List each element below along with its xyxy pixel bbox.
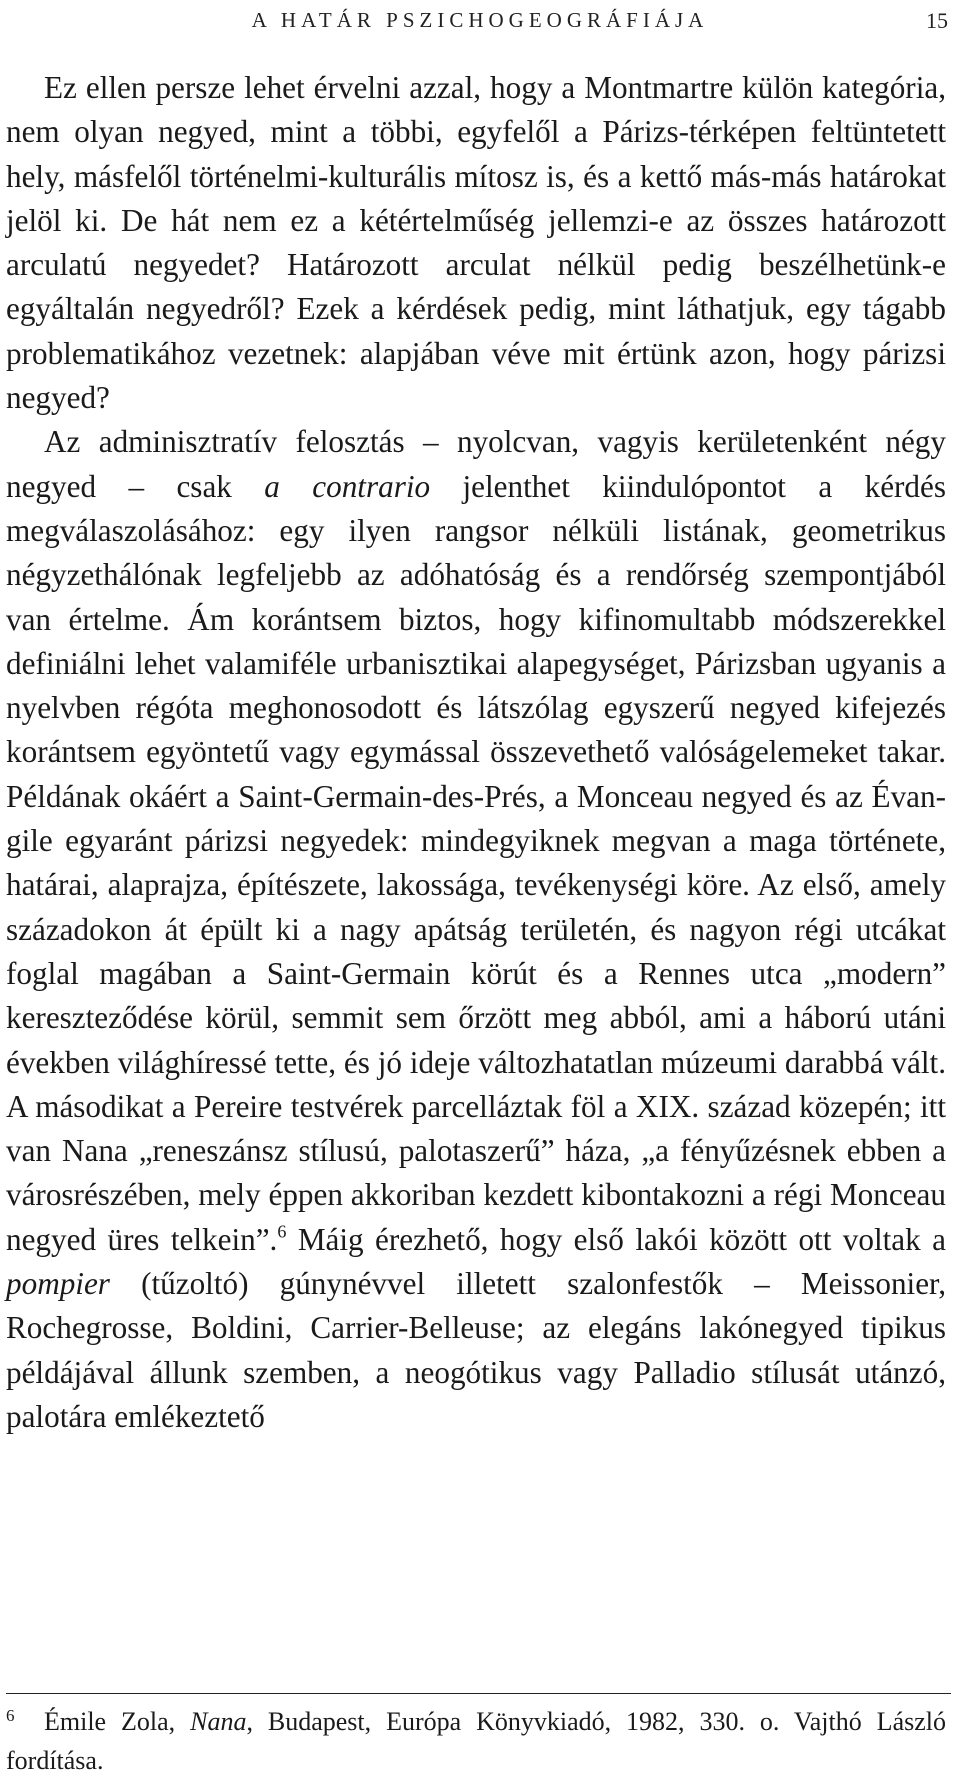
footnote-italic-title: Nana	[190, 1707, 247, 1736]
paragraph-2-part-b: jelenthet kiindulópontot a kérdés megválaszolásához: egy ilyen rangsor nélküli listának, geometrikus négyzethálónak legfeljebb az adóhatóság és a rendőrség szempontjából van értelme. Ám korántsem biztos, hogy kifinomultabb módszerekkel definiálni lehet valamiféle urbanisztikai alapegységet, Párizsban ugyanis a nyelvben régóta meghonosodott és látszólag egyszerű negyed kifejezés korántsem egyöntetű vagy egymással összevethető valóságelemeket takar. Példának okáért a Saint-Germain-des-Prés, a Monceau negyed és az Évangile egyaránt párizsi negyedek: mindegyiknek megvan a maga története, határai, alaprajza, építészete, lakossága, tevékenységi köre. Az első, amely századokon át épült ki a nagy apátság területén, és nagyon régi utcákat foglal magában a Saint-Germain körút és a Rennes utca „modern” kereszteződése körül, semmit sem őrzött meg abból, ami a háború utáni években világhíressé tette, és jó ideje változhatatlan múzeumi darabbá vált. A másodikat a Pereire testvérek parcelláztak föl a XIX. század közepén; itt van Nana „reneszánsz stílusú, palotaszerű” háza, „a fényűzésnek ebben a városrészében, mely éppen akkoriban kezdett kibontakozni a régi Monceau negyed üres telkein”.	[6, 468, 946, 1257]
footnote-text-b: , Budapest, Európa Könyvkiadó, 1982, 330. o. Vajthó László fordítása.	[6, 1707, 946, 1775]
paragraph-1: Ez ellen persze lehet érvelni azzal, hogy a Montmartre külön kategória, nem olyan negyed, mint a többi, egyfelől a Párizs-térképen feltüntetett hely, másfelől történelmi-kulturális mítosz is, és a kettő más-más határokat jelöl ki. De hát nem ez a kétértelműség jellemzi-e az összes határozott arculatú negyedet? Határozott arculat nélkül pedig beszélhetünk-e egyáltalán negyedről? Ezek a kérdések pedig, mint láthatjuk, egy tágabb problematikához vezetnek: alapjában véve mit értünk azon, hogy párizsi negyed?	[6, 70, 946, 416]
footnote-reference[interactable]: 6	[277, 1221, 287, 1242]
italic-a-contrario: a contrario	[264, 468, 431, 504]
footnote-text-a: Émile Zola,	[44, 1707, 191, 1736]
paragraph-2-part-a: Az adminisztratív felosztás – nyolcvan, vagyis kerületenként négy negyed – csak	[6, 424, 946, 504]
italic-pompier: pompier	[6, 1266, 110, 1302]
footnote: 6 Émile Zola, Nana, Budapest, Európa Könyvkiadó, 1982, 330. o. Vajthó László fordítása.	[6, 1705, 946, 1775]
body-text	[6, 66, 946, 1439]
paragraph-2-part-d: (tűzoltó) gúnynévvel illetett szalonfestők – Meissonier, Rochegrosse, Boldini, Carrier-Belleuse; az elegáns lakónegyed tipikus példájával állunk szemben, a neogótikus vagy Palladio stílusát utánzó, palotára emlékeztető	[6, 1266, 946, 1434]
page-number: 15	[926, 8, 948, 33]
running-head: A HATÁR PSZICHOGEOGRÁFIÁJA	[251, 8, 709, 32]
paragraph-2	[6, 420, 946, 1439]
footnote-divider	[6, 1693, 951, 1694]
paragraph-2-part-c: Máig érezhető, hogy első lakói között ott voltak a	[286, 1221, 946, 1257]
